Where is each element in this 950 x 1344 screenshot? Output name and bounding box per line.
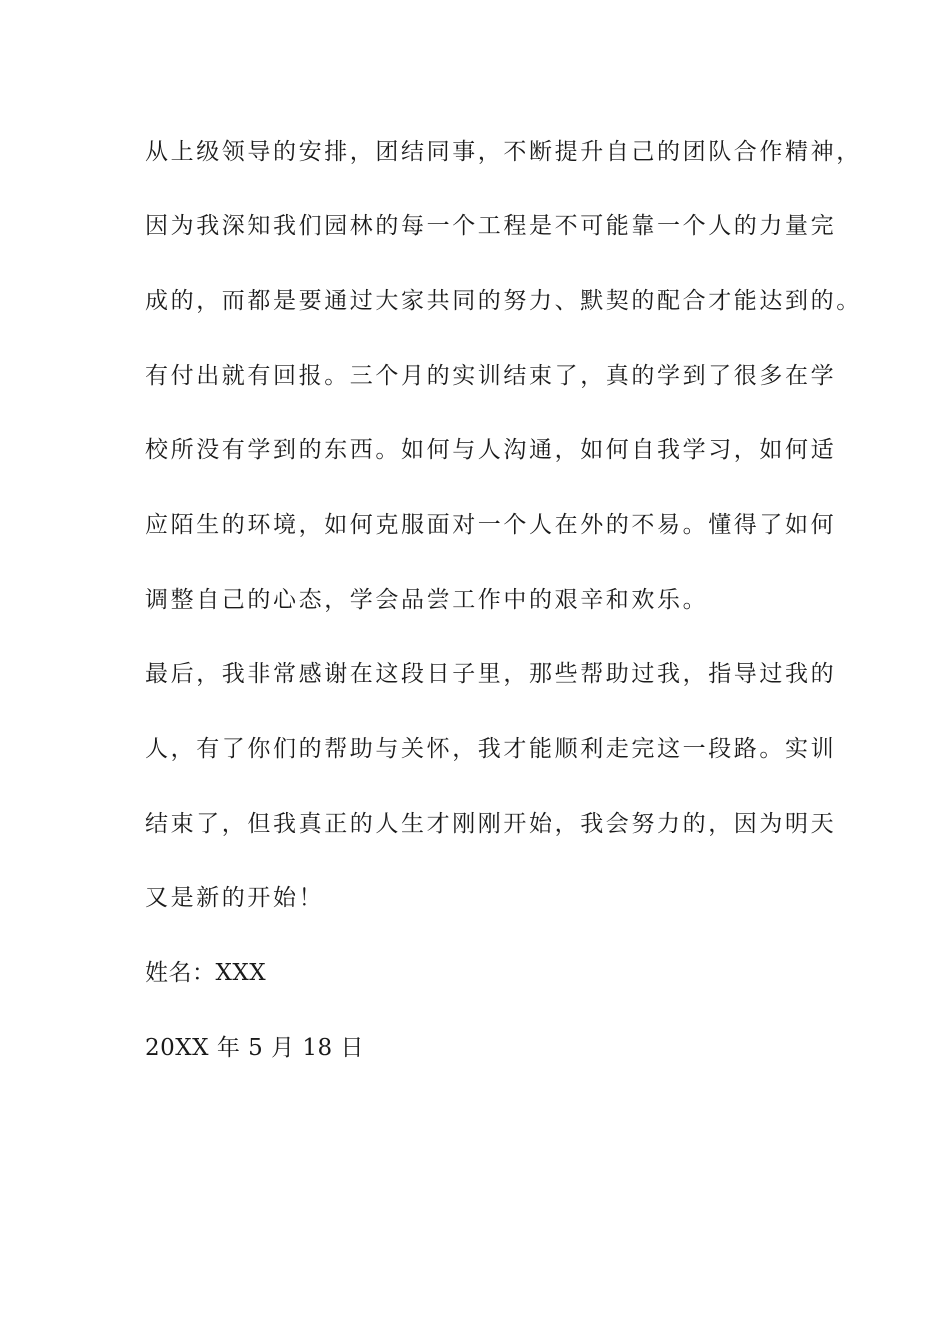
- body-text-line: 最后，我非常感谢在这段日子里，那些帮助过我，指导过我的: [145, 661, 837, 687]
- body-text-line: 又是新的开始！: [145, 885, 325, 911]
- body-text-line: 从上级领导的安排，团结同事，不断提升自己的团队合作精神，: [145, 139, 862, 165]
- document-date: 20XX 年 5 月 18 日: [145, 1035, 364, 1061]
- body-text-line: 调整自己的心态，学会品尝工作中的艰辛和欢乐。: [145, 587, 709, 613]
- body-text-line: 应陌生的环境，如何克服面对一个人在外的不易。懂得了如何: [145, 512, 837, 538]
- body-text-line: 因为我深知我们园林的每一个工程是不可能靠一个人的力量完: [145, 213, 837, 239]
- body-text-line: 有付出就有回报。三个月的实训结束了，真的学到了很多在学: [145, 363, 837, 389]
- body-text-line: 结束了，但我真正的人生才刚刚开始，我会努力的，因为明天: [145, 811, 837, 837]
- signature-name: 姓名：XXX: [145, 960, 267, 986]
- body-text-line: 人，有了你们的帮助与关怀，我才能顺利走完这一段路。实训: [145, 736, 837, 762]
- body-text-line: 校所没有学到的东西。如何与人沟通，如何自我学习，如何适: [145, 437, 837, 463]
- body-text-line: 成的，而都是要通过大家共同的努力、默契的配合才能达到的。: [145, 288, 862, 314]
